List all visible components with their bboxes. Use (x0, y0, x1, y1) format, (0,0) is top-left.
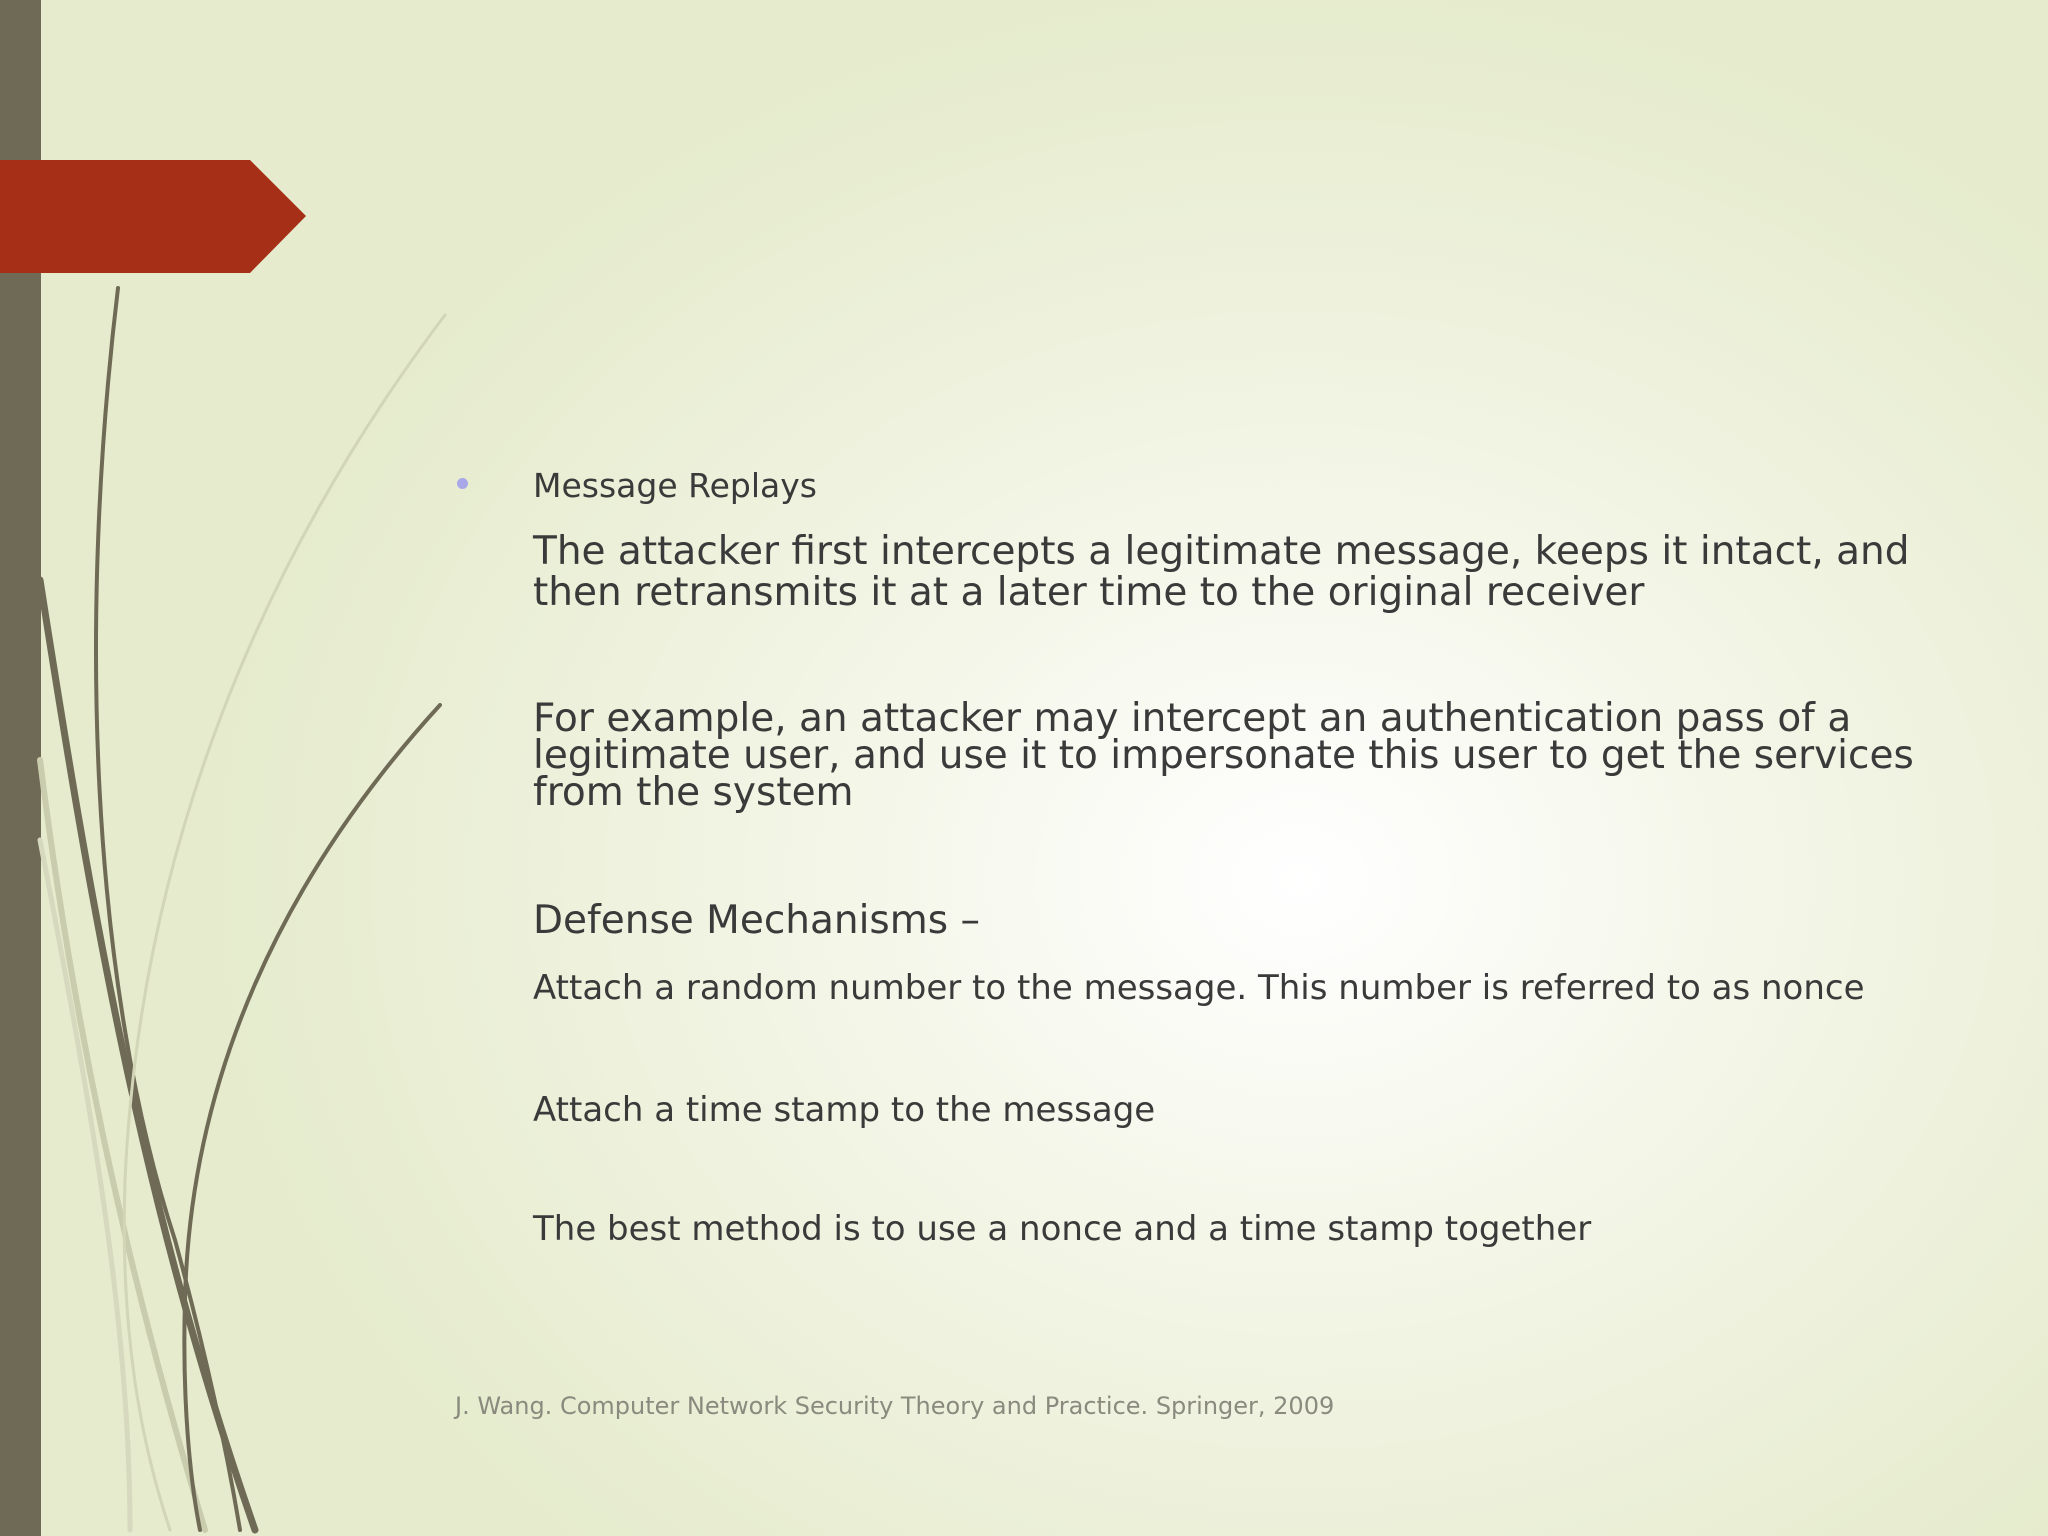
example-paragraph (533, 696, 1914, 815)
attack-description (533, 531, 1910, 613)
attack-description-line-2: then retransmits it at a later time to the original receiver (533, 570, 1645, 615)
attack-description-line-1: The attacker first intercepts a legitimate message, keeps it intact, and (533, 529, 1910, 574)
example-line-2: legitimate user, and use it to impersonate this user to get the services (533, 733, 1914, 778)
bullet-heading: Message Replays (533, 466, 817, 505)
defense-heading: Defense Mechanisms – (533, 898, 980, 943)
bullet-dot (457, 478, 468, 489)
example-line-1: For example, an attacker may intercept an authentication pass of a (533, 696, 1852, 741)
defense-item-nonce: Attach a random number to the message. This number is referred to as nonce (533, 968, 1865, 1008)
defense-item-best-method: The best method is to use a nonce and a time stamp together (533, 1209, 1592, 1249)
defense-item-timestamp: Attach a time stamp to the message (533, 1090, 1156, 1130)
example-line-3: from the system (533, 770, 854, 815)
footer-citation: J. Wang. Computer Network Security Theory and Practice. Springer, 2009 (455, 1392, 1335, 1420)
